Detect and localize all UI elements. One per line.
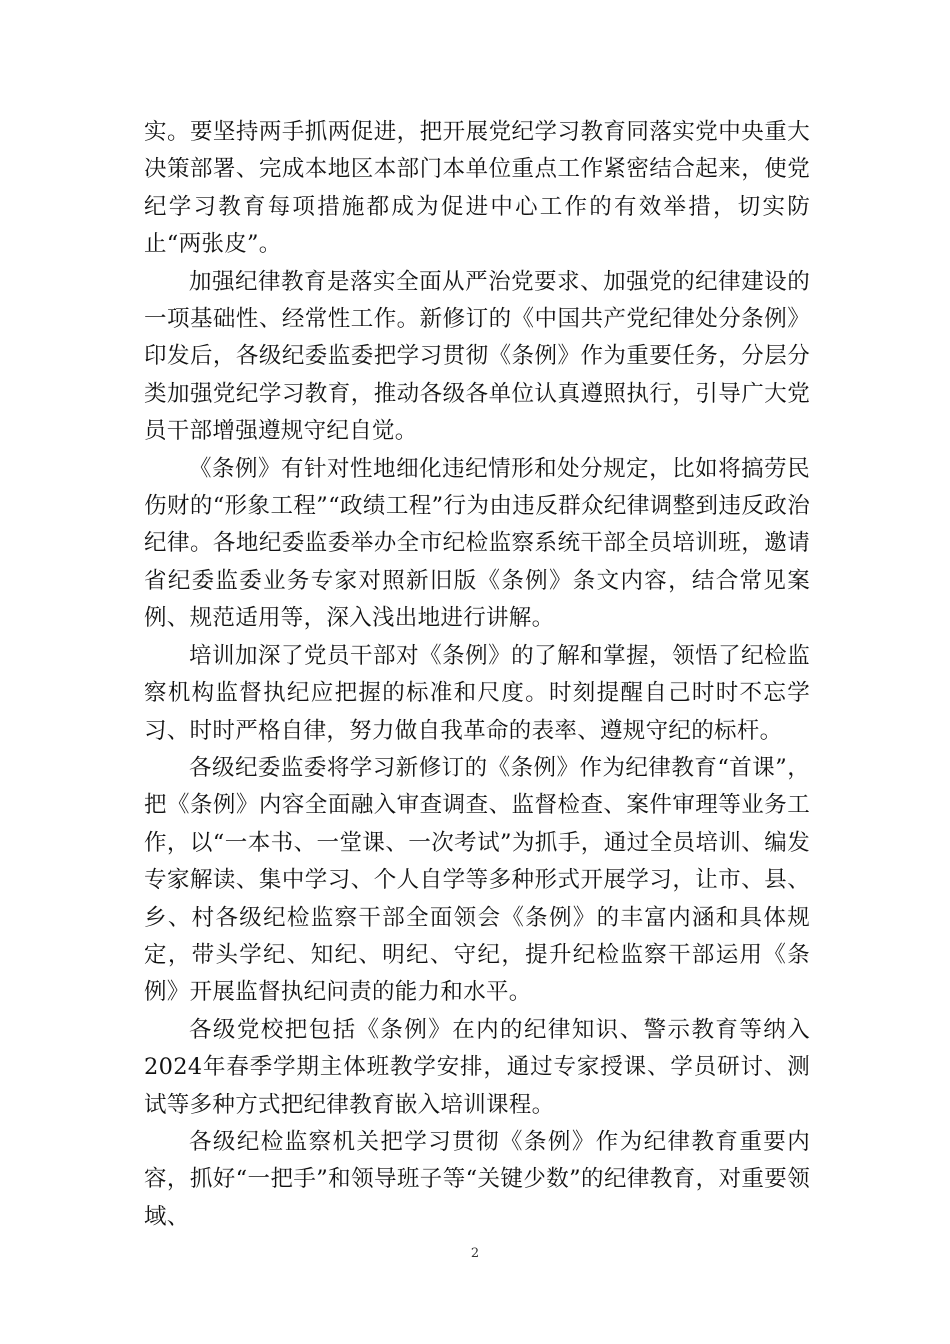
paragraph: 各级党校把包括《条例》在内的纪律知识、警示教育等纳入2024年春季学期主体班教学安排，通过专家授课、学员研讨、测试等多种方式把纪律教育嵌入培训课程。 — [144, 1016, 810, 1118]
body-text — [144, 114, 810, 1236]
paragraph: 培训加深了党员干部对《条例》的了解和掌握，领悟了纪检监察机构监督执纪应把握的标准和尺度。时刻提醒自己时时不忘学习、时时严格自律，努力做自我革命的表率、遵规守纪的标杆。 — [144, 642, 810, 744]
paragraph: 各级纪检监察机关把学习贯彻《条例》作为纪律教育重要内容，抓好“一把手”和领导班子等“关键少数”的纪律教育，对重要领域、 — [144, 1128, 810, 1230]
paragraph-continuation: 实。要坚持两手抓两促进，把开展党纪学习教育同落实党中央重大决策部署、完成本地区本部门本单位重点工作紧密结合起来，使党纪学习教育每项措施都成为促进中心工作的有效举措，切实防止“两张皮”。 — [144, 119, 810, 258]
paragraph: 加强纪律教育是落实全面从严治党要求、加强党的纪律建设的一项基础性、经常性工作。新修订的《中国共产党纪律处分条例》印发后，各级纪委监委把学习贯彻《条例》作为重要任务，分层分类加强党纪学习教育，推动各级各单位认真遵照执行，引导广大党员干部增强遵规守纪自觉。 — [144, 268, 810, 445]
page-number: 2 — [470, 1246, 480, 1261]
paragraph: 各级纪委监委将学习新修订的《条例》作为纪律教育“首课”，把《条例》内容全面融入审查调查、监督检查、案件审理等业务工作，以“一本书、一堂课、一次考试”为抓手，通过全员培训、编发专家解读、集中学习、个人自学等多种形式开展学习，让市、县、乡、村各级纪检监察干部全面领会《条例》的丰富内涵和具体规定，带头学纪、知纪、明纪、守纪，提升纪检监察干部运用《条例》开展监督执纪问责的能力和水平。 — [144, 754, 810, 1006]
paragraph: 《条例》有针对性地细化违纪情形和处分规定，比如将搞劳民伤财的“形象工程”“政绩工程”行为由违反群众纪律调整到违反政治纪律。各地纪委监委举办全市纪检监察系统干部全员培训班，邀请省纪委监委业务专家对照新旧版《条例》条文内容，结合常见案例、规范适用等，深入浅出地进行讲解。 — [144, 455, 810, 632]
